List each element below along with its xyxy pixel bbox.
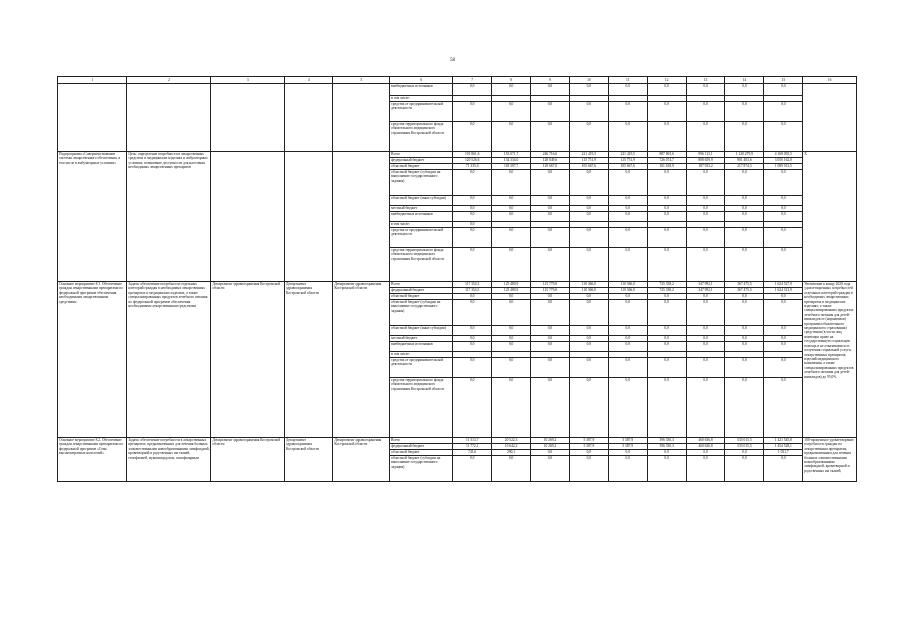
value-cell: 0,0 [725, 326, 764, 336]
value-cell: 128 049,6 [531, 158, 570, 164]
value-cell: 0,0 [725, 212, 764, 222]
header-cell: 6 [390, 77, 453, 84]
value-cell: 0,0 [686, 378, 725, 438]
value-cell: 0,0 [725, 300, 764, 326]
value-cell: 0,0 [608, 294, 647, 300]
value-cell: 0,0 [569, 378, 608, 438]
value-cell: 105 667,6 [569, 164, 608, 170]
funding-source-label: внебюджетных источников [390, 342, 453, 352]
value-cell: 115 779,8 [531, 282, 570, 288]
value-cell: 0,0 [764, 206, 803, 212]
value-cell: 0,0 [569, 336, 608, 342]
value-cell: 105 667,6 [608, 164, 647, 170]
value-cell: 1 031,7 [764, 450, 803, 456]
value-cell: 0,0 [492, 378, 531, 438]
value-cell: 0,0 [647, 358, 686, 378]
value-cell: 0,0 [453, 206, 492, 212]
value-cell: 367 475,5 [725, 282, 764, 288]
value-cell: 396 330,3 [647, 438, 686, 444]
value-cell: 0,0 [647, 456, 686, 482]
value-cell: 118 397,7 [492, 164, 531, 170]
value-cell: 0,0 [764, 102, 803, 122]
header-cell: 14 [725, 77, 764, 84]
value-cell: 0,0 [764, 326, 803, 336]
value-cell: 221 419,5 [569, 152, 608, 158]
header-cell: 10 [569, 77, 608, 84]
value-cell: 535 015,5 [725, 444, 764, 450]
funding-source-label: областной бюджет [390, 164, 453, 170]
value-cell: 3 050 162,0 [764, 158, 803, 164]
block-note: 100-процентное удовлетворение потребности граждан по лекарственным препаратам, предназначенным для лечения больных злокачественными новообразованиями лимфоидной, кроветворной и родственных им тканей, [803, 438, 857, 482]
value-cell: 725 338,2 [647, 288, 686, 294]
value-cell: 996 113,1 [686, 152, 725, 158]
value-cell: 347 992,1 [686, 288, 725, 294]
value-cell: 0,0 [647, 378, 686, 438]
value-cell: 726 074,7 [647, 158, 686, 164]
value-cell: 0,0 [531, 196, 570, 206]
header-cell: 12 [647, 77, 686, 84]
funding-source-label: средства от предпринимательской деятельности [390, 102, 453, 122]
value-cell: 10 269,2 [531, 438, 570, 444]
header-cell: 11 [608, 77, 647, 84]
value-cell: 217 874,5 [725, 164, 764, 170]
value-cell: 0,0 [608, 326, 647, 336]
value-cell: 0,0 [725, 170, 764, 196]
value-cell: 0,0 [764, 122, 803, 152]
value-cell: 0,0 [686, 342, 725, 352]
value-cell: 0,0 [764, 378, 803, 438]
value-cell: 0,0 [531, 248, 570, 282]
value-cell: 134 334,0 [492, 158, 531, 164]
value-cell: 367 475,5 [725, 288, 764, 294]
value-cell: 0,0 [686, 450, 725, 456]
value-cell: 0,0 [686, 294, 725, 300]
funding-source-label: местный бюджет [390, 206, 453, 212]
block-note [803, 84, 857, 152]
value-cell: 0,0 [531, 456, 570, 482]
value-cell: 120 526,6 [453, 158, 492, 164]
value-cell: 5 387,9 [608, 444, 647, 450]
value-cell: 0,0 [492, 228, 531, 248]
value-cell: 0,0 [686, 122, 725, 152]
value-cell: 0,0 [453, 358, 492, 378]
funding-source-label: в том числе: [390, 222, 453, 228]
value-cell: 0,0 [725, 206, 764, 212]
value-cell: 0,0 [686, 300, 725, 326]
funding-source-label: федеральный бюджет [390, 288, 453, 294]
value-cell: 153 071,7 [492, 152, 531, 158]
value-cell: 0,0 [686, 84, 725, 96]
header-cell: 13 [686, 77, 725, 84]
value-cell: 0,0 [569, 294, 608, 300]
value-cell: 0,0 [492, 358, 531, 378]
value-cell: 0,0 [647, 342, 686, 352]
value-cell: 0,0 [725, 342, 764, 352]
value-cell: 0,0 [608, 378, 647, 438]
value-cell: 1 089 913,5 [764, 164, 803, 170]
value-cell: 0,0 [608, 196, 647, 206]
block-executor: Департамент здравоохранения Костромской области [211, 282, 285, 438]
funding-source-label: федеральный бюджет [390, 158, 453, 164]
funding-source-label: федеральный бюджет [390, 444, 453, 450]
value-cell: 5 387,9 [608, 438, 647, 444]
value-cell: 0,0 [531, 206, 570, 212]
block-executor [211, 152, 285, 282]
value-cell: 535 015,5 [725, 438, 764, 444]
value-cell: 0,0 [725, 378, 764, 438]
value-cell: 0,0 [569, 342, 608, 352]
value-cell: 0,0 [492, 248, 531, 282]
value-cell: 5 387,9 [569, 438, 608, 444]
value-cell: 1 421 545,8 [764, 438, 803, 444]
value-cell: 0,0 [492, 206, 531, 212]
block-participant: Департамент здравоохранения Костромской области [333, 282, 390, 438]
block-coexecutor [285, 152, 333, 282]
value-cell: 0,0 [531, 294, 570, 300]
value-cell: 0,0 [531, 450, 570, 456]
value-cell: 0,0 [686, 212, 725, 222]
value-cell: 0,0 [569, 206, 608, 212]
value-cell: 125 480,9 [492, 282, 531, 288]
value-cell: 0,0 [608, 248, 647, 282]
header-cell: 1 [58, 77, 127, 84]
value-cell: 725 338,2 [647, 282, 686, 288]
value-cell: 10 269,2 [531, 444, 570, 450]
value-cell: 0,0 [725, 248, 764, 282]
value-cell: 0,0 [764, 294, 803, 300]
value-cell: 0,0 [531, 378, 570, 438]
value-cell: 0,0 [686, 248, 725, 282]
block-coexecutor: Департамент здравоохранения Костромской области [285, 438, 333, 482]
value-cell: 0,0 [569, 456, 608, 482]
value-cell: 0,0 [453, 228, 492, 248]
budget-table [57, 76, 857, 482]
value-cell: 0,0 [569, 248, 608, 282]
value-cell: 0,0 [686, 102, 725, 122]
value-cell: 0,0 [764, 196, 803, 206]
value-cell: 0,0 [569, 300, 608, 326]
funding-source-label: средства от предпринимательской деятельности [390, 228, 453, 248]
value-cell: 191 861,6 [453, 152, 492, 158]
value-cell: 0,0 [531, 300, 570, 326]
value-cell: 0,0 [453, 84, 492, 96]
value-cell: 0,0 [492, 326, 531, 336]
funding-source-label: средства территориального фонда обязательного медицинского страхования Костромской области [390, 248, 453, 282]
value-cell: 0,0 [725, 358, 764, 378]
value-cell: 71 335,0 [453, 164, 492, 170]
funding-source-label: в том числе: [390, 352, 453, 358]
header-cell: 4 [285, 77, 333, 84]
value-cell: 10 642,2 [492, 444, 531, 450]
value-cell: 460 636,8 [686, 438, 725, 444]
value-cell: 0,0 [492, 456, 531, 482]
block-executor: Департамент здравоохранения Костромской области [211, 438, 285, 482]
value-cell: 0,0 [686, 456, 725, 482]
header-cell: 15 [764, 77, 803, 84]
block-name [58, 84, 127, 152]
value-cell: 0,0 [647, 212, 686, 222]
value-cell: 0,0 [453, 300, 492, 326]
block-task [127, 84, 211, 152]
value-cell: 0,0 [725, 228, 764, 248]
value-cell: 0,0 [531, 342, 570, 352]
value-cell: 0,0 [492, 212, 531, 222]
value-cell: 0,0 [647, 248, 686, 282]
value-cell: 0,0 [569, 102, 608, 122]
value-cell: 110 366,0 [569, 282, 608, 288]
value-cell: 0,0 [686, 206, 725, 212]
funding-source-label: областной бюджет (субсидии на выполнение государственного задания) [390, 456, 453, 482]
table-body [58, 77, 857, 482]
value-cell: 0,0 [492, 300, 531, 326]
value-cell: 0,0 [647, 196, 686, 206]
header-cell: 3 [211, 77, 285, 84]
value-cell: 0,0 [531, 170, 570, 196]
block-name: Основное мероприятие 8.2. Обеспечение граждан лекарственными препаратами по федеральной программе «Семь высокозатратных нозологий» [58, 438, 127, 482]
value-cell: 0,0 [569, 196, 608, 206]
funding-source-label: Всего [390, 438, 453, 444]
value-cell: 0,0 [647, 84, 686, 96]
value-cell: 0,0 [764, 228, 803, 248]
value-cell: 4 168 095,5 [764, 152, 803, 158]
value-cell: 0,0 [569, 450, 608, 456]
funding-source-label: областной бюджет (иные субсидии) [390, 196, 453, 206]
value-cell: 0,0 [647, 336, 686, 342]
value-cell: 0,0 [647, 450, 686, 456]
value-cell: 0,0 [453, 102, 492, 122]
funding-source-label: внебюджетных источников [390, 212, 453, 222]
value-cell: 0,0 [686, 326, 725, 336]
value-cell: 460 636,8 [686, 444, 725, 450]
value-cell: 0,0 [453, 336, 492, 342]
value-cell: 0,0 [492, 294, 531, 300]
value-cell: 187 933,2 [686, 164, 725, 170]
value-cell: 0,0 [725, 122, 764, 152]
block-coexecutor [285, 84, 333, 152]
block-name: Основное мероприятие 8.1. Обеспечение граждан лекарственными препаратами по федеральной программе обеспечения необходимыми лекарственными средствами [58, 282, 127, 438]
value-cell: 11 772,1 [453, 444, 492, 450]
funding-source-label: областной бюджет [390, 450, 453, 456]
value-cell: 5 387,9 [569, 444, 608, 450]
value-cell: 0,0 [569, 228, 608, 248]
value-cell: 0,0 [569, 84, 608, 96]
value-cell: 0,0 [531, 326, 570, 336]
value-cell: 0,0 [453, 212, 492, 222]
value-cell: 115 779,8 [531, 288, 570, 294]
value-cell: 0,0 [686, 196, 725, 206]
value-cell: 0,0 [492, 342, 531, 352]
value-cell: 0,0 [725, 336, 764, 342]
value-cell: 0,0 [608, 206, 647, 212]
value-cell: 0,0 [453, 326, 492, 336]
block-task: Задача: обеспечение потребности отдельных категорий граждан в необходимых лекарственных препаратах и медицинских изделиях, а также специализированных продуктов лечебного питания по федеральной программе обеспечения необходимыми лекарственными средствами [127, 282, 211, 438]
value-cell: 115 751,9 [608, 158, 647, 164]
funding-source-label: областной бюджет (иные субсидии) [390, 326, 453, 336]
value-cell: 0,0 [647, 228, 686, 248]
header-cell: 2 [127, 77, 211, 84]
value-cell: 129 667,0 [531, 164, 570, 170]
block-participant: Департамент здравоохранения Костромской области [333, 438, 390, 482]
value-cell: 0,0 [453, 248, 492, 282]
value-cell: 0,0 [764, 84, 803, 96]
value-cell: 0,0 [686, 336, 725, 342]
value-cell: 0,0 [725, 294, 764, 300]
value-cell: 0,0 [764, 170, 803, 196]
value-cell: 0,0 [647, 300, 686, 326]
header-cell: 9 [531, 77, 570, 84]
value-cell: 117 354,5 [453, 288, 492, 294]
funding-source-label: областной бюджет (субсидии на выполнение государственного задания) [390, 170, 453, 196]
value-cell: 0,0 [569, 212, 608, 222]
value-cell: 0,0 [725, 196, 764, 206]
funding-source-label: средства территориального фонда обязательного медицинского страхования Костромской области [390, 122, 453, 152]
value-cell: 117 354,5 [453, 282, 492, 288]
value-cell: 0,0 [764, 456, 803, 482]
value-cell: 396 330,3 [647, 444, 686, 450]
value-cell: 0,0 [608, 300, 647, 326]
value-cell: 11 513,7 [453, 438, 492, 444]
block-executor [211, 84, 285, 152]
value-cell: 0,0 [608, 212, 647, 222]
value-cell: 290,1 [492, 450, 531, 456]
value-cell: 0,0 [725, 102, 764, 122]
table-row [58, 84, 857, 96]
value-cell: 0,0 [647, 294, 686, 300]
block-name: Подпрограмма «Совершенствование системы лекарственного обеспечения, в том числе в амбулаторных условиях» [58, 152, 127, 282]
funding-source-label: областной бюджет [390, 294, 453, 300]
value-cell: 0,0 [492, 336, 531, 342]
value-cell: 0,0 [492, 196, 531, 206]
value-cell: 0,0 [569, 326, 608, 336]
value-cell: 0,0 [531, 84, 570, 96]
value-cell: 901 403,6 [725, 158, 764, 164]
value-cell: 0,0 [608, 122, 647, 152]
block-task: Задача: обеспечение потребности в лекарственных препаратах, предназначенных для лечения больных злокачественными новообразованиями лимфоидной, кроветворной и родственных им тканей, гемофилией, муковисцидозом, гипофизарным [127, 438, 211, 482]
value-cell: 110 366,0 [569, 288, 608, 294]
value-cell: 0,0 [608, 342, 647, 352]
value-cell: 0,0 [569, 170, 608, 196]
value-cell: 0,0 [686, 358, 725, 378]
funding-source-label: Всего [390, 152, 453, 158]
value-cell: 0,0 [569, 358, 608, 378]
value-cell: 0,0 [453, 456, 492, 482]
value-cell: 0,0 [531, 336, 570, 342]
value-cell: 0,0 [725, 456, 764, 482]
value-cell: 0,0 [531, 212, 570, 222]
value-cell: 0,0 [531, 102, 570, 122]
value-cell: 0,0 [647, 102, 686, 122]
value-cell: 20 522,3 [492, 438, 531, 444]
value-cell: 0,0 [453, 170, 492, 196]
header-cell: 5 [333, 77, 390, 84]
value-cell: 1 624 313,9 [764, 288, 803, 294]
value-cell: 110 366,0 [608, 288, 647, 294]
value-cell: 0,0 [453, 294, 492, 300]
value-cell: 0,0 [725, 84, 764, 96]
value-cell: 0,0 [608, 456, 647, 482]
value-cell: 0,0 [686, 170, 725, 196]
value-cell: 0,0 [492, 84, 531, 96]
value-cell: 0,0 [764, 248, 803, 282]
funding-source-label: в том числе: [390, 96, 453, 102]
value-cell: 0,0 [608, 228, 647, 248]
block-coexecutor: Департамент здравоохранения Костромской области [285, 282, 333, 438]
value-cell: 0,0 [531, 228, 570, 248]
value-cell: 0,0 [647, 122, 686, 152]
value-cell: 115 751,9 [569, 158, 608, 164]
value-cell: 0,0 [608, 170, 647, 196]
value-cell: 741,6 [453, 450, 492, 456]
value-cell: 0,0 [647, 170, 686, 196]
value-cell: 161 618,9 [647, 164, 686, 170]
value-cell: 0,0 [764, 336, 803, 342]
value-cell: 0,0 [492, 102, 531, 122]
block-note: X [803, 152, 857, 282]
value-cell: 0,0 [608, 336, 647, 342]
header-row [58, 77, 857, 84]
value-cell: 0,0 [453, 196, 492, 206]
value-cell: 0,0 [453, 342, 492, 352]
value-cell: 0,0 [453, 222, 492, 228]
funding-source-label: средства от предпринимательской деятельности [390, 358, 453, 378]
value-cell: 246 716,6 [531, 152, 570, 158]
header-cell: 16 [803, 77, 857, 84]
value-cell: 0,0 [531, 122, 570, 152]
value-cell: 0,0 [764, 358, 803, 378]
value-cell: 1 120 279,9 [725, 152, 764, 158]
value-cell: 0,0 [531, 358, 570, 378]
value-cell: 347 992,1 [686, 282, 725, 288]
value-cell: 0,0 [608, 450, 647, 456]
value-cell: 0,0 [453, 378, 492, 438]
funding-source-label: областной бюджет (субсидии на выполнение государственного задания) [390, 300, 453, 326]
value-cell: 0,0 [647, 206, 686, 212]
value-cell: 125 480,9 [492, 288, 531, 294]
value-cell: 0,0 [686, 228, 725, 248]
block-participant [333, 152, 390, 282]
value-cell: 0,0 [608, 358, 647, 378]
funding-source-label: средства территориального фонда обязательного медицинского страхования Костромской области [390, 378, 453, 438]
value-cell: 1 454 528,1 [764, 444, 803, 450]
value-cell: 808 659,9 [686, 158, 725, 164]
value-cell: 0,0 [453, 122, 492, 152]
funding-source-label: внебюджетных источников [390, 84, 453, 96]
value-cell: 0,0 [764, 212, 803, 222]
value-cell: 0,0 [647, 326, 686, 336]
block-task: Цель: определение потребности в лекарственных средствах и медицинских изделиях и амбулаторных условиях, повышение доступности для населения необходимых лекарственных препаратов [127, 152, 211, 282]
value-cell: 0,0 [492, 122, 531, 152]
value-cell: 0,0 [608, 102, 647, 122]
page-number: 58 [450, 58, 455, 63]
value-cell: 1 624 527,9 [764, 282, 803, 288]
funding-source-label: местный бюджет [390, 336, 453, 342]
value-cell: 0,0 [608, 84, 647, 96]
header-cell: 7 [453, 77, 492, 84]
value-cell: 0,0 [764, 300, 803, 326]
funding-source-label: Всего [390, 282, 453, 288]
block-participant [333, 84, 390, 152]
value-cell: 110 366,0 [608, 282, 647, 288]
value-cell: 221 419,5 [608, 152, 647, 158]
value-cell: 0,0 [725, 450, 764, 456]
value-cell: 0,0 [569, 122, 608, 152]
block-note: Увеличение к концу 2020 года удовлетворенных потребностей отдельных категорий граждан в необходимых лекарственных препаратах и медицинских изделиях, а также специализированных продуктах лечебного питания для детей-инвалидов от (нормативов) программы обязательного медицинского страхования) средствами (в части лиц, имеющих право на государственную социальную помощь и не отказавшихся от получения социальной услуги, лекарственных препаратов, изделий медицинского назначения, а также специализированных продуктов лечебного питания для детей-инвалидов) до 95,0% [803, 282, 857, 438]
value-cell: 0,0 [492, 170, 531, 196]
value-cell: 0,0 [764, 342, 803, 352]
value-cell: 887 693,6 [647, 152, 686, 158]
header-cell: 8 [492, 77, 531, 84]
